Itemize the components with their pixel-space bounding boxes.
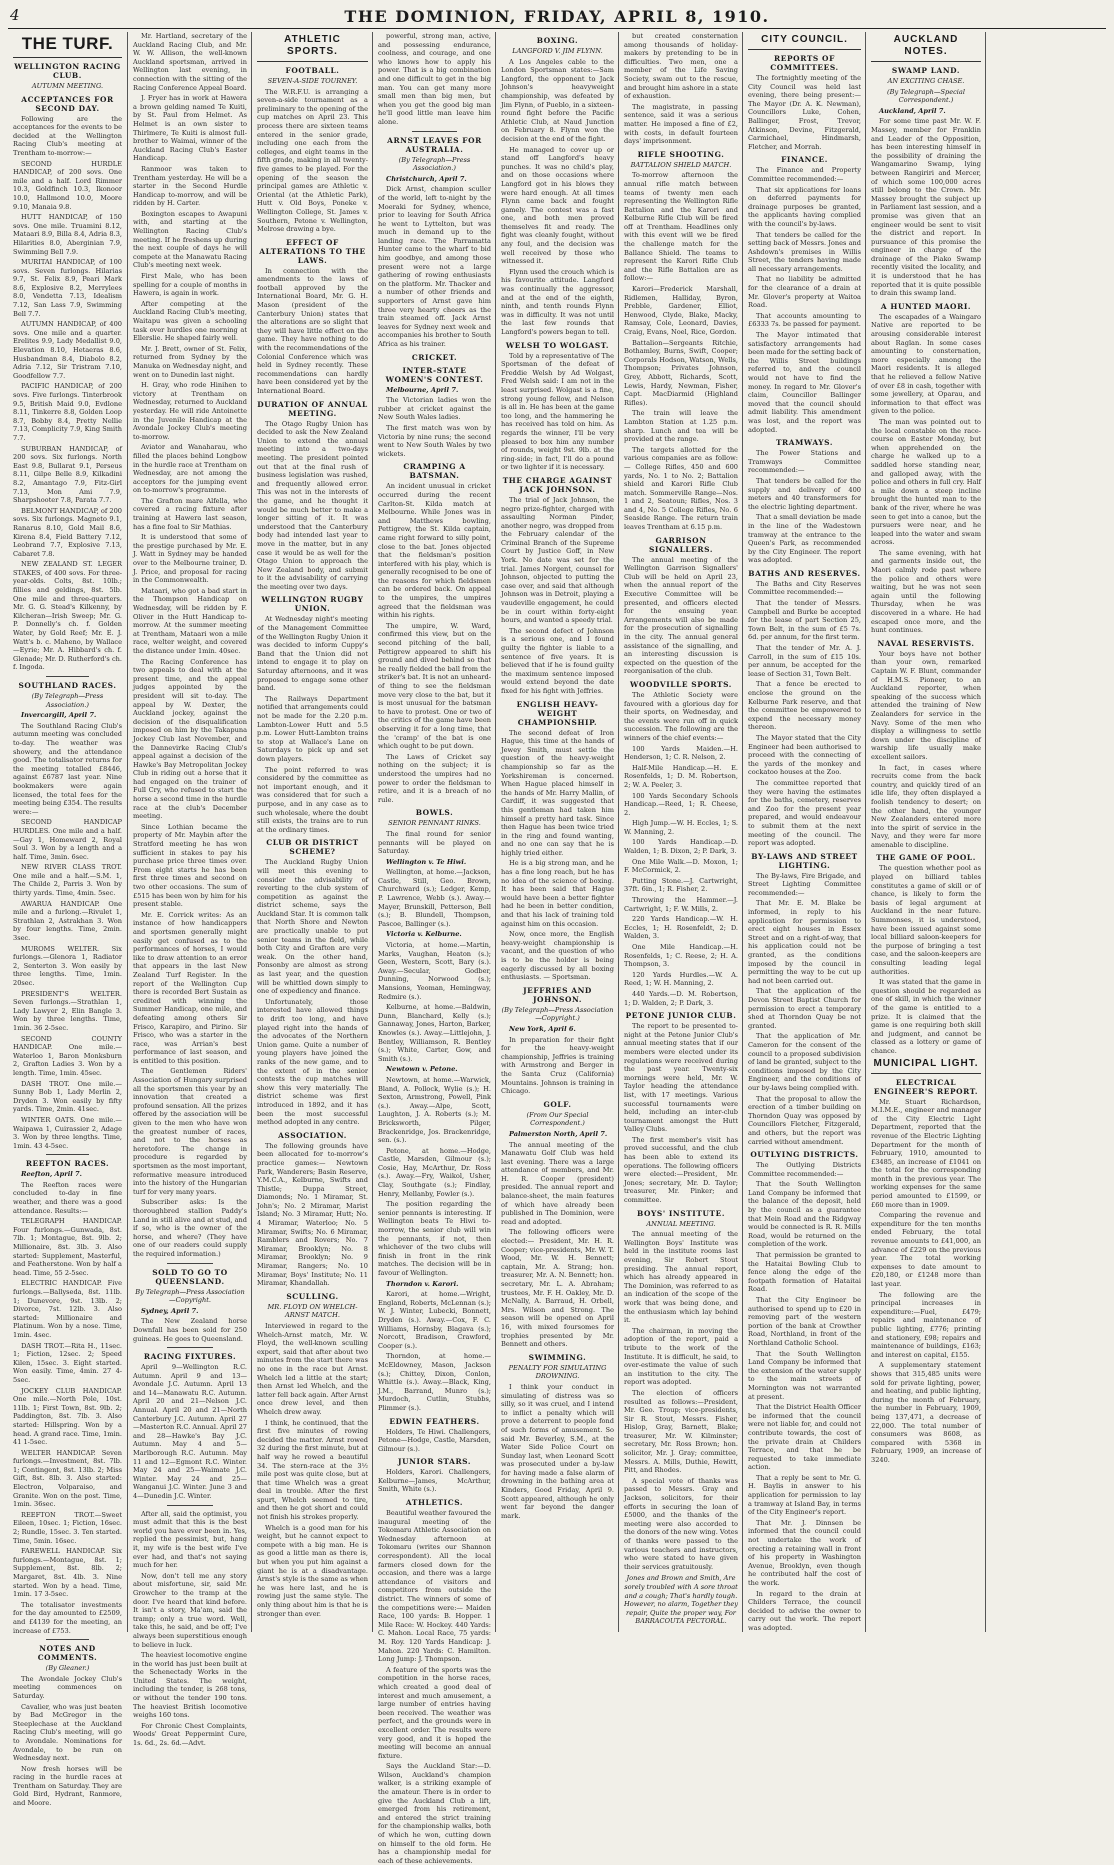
article-paragraph: 100 Yards Maiden.—H. Henderson, 1; C. R. Nelson, 2.	[624, 744, 738, 762]
article-paragraph: The second defeat of Iron Hague, this time at the hands of Jewey Smith, must settle the question of the heavy-weight championship so far as the Yorkshireman is concerned. When Hague placed himself in the hands of Mr. Harry Mallin, of Cardiff, it was suggested that this gentleman had taken him himself a pretty hard task. Since then Hague has been twice tried in the ring and found wanting, and no one can say that he is highly tried either.	[501, 728, 614, 857]
article-subheading: LANGFORD V. JIM FLYNN.	[512, 47, 603, 55]
dateline: Christchurch, April 7.	[386, 174, 467, 183]
article-paragraph: A special vote of thanks was passed to Messrs. Gray and Jackson, solicitors, for their efforts in securing the loan of £5000, and the thanks of the meeting were also accorded to the donors of the new wing. Votes of thanks were passed to the various teachers and instructors, who were stated to have given their services gratuitously.	[624, 1476, 738, 1571]
divider	[167, 1347, 213, 1348]
article-paragraph: Kelburne, at home.—Baldwin, Dunn, Blanchard, Kelly (s.); Gannaway, Jones, Harton, Barker, Knowles (s.). Away.—Littlejohn, J. Bentley, Williamson, R. Bentley (s.); White, Carter, Gow, and Smith (s.).	[378, 1003, 491, 1063]
article-headline: NAVAL RESERVISTS.	[877, 638, 975, 648]
article-paragraph: Mataari, who got a bad start in the Thompson Handicap on Wednesday, will be ridden by F. Oliver in the Hutt Handicap to-morrow. At the summer meeting at Trentham, Mataari won a mile race, welter weight, and covered the distance under 1min. 40sec.	[133, 586, 247, 655]
article-headline: CLUB OR DISTRICT SCHEME?	[266, 838, 359, 857]
column-5	[495, 32, 619, 1632]
article-headline: ELECTRICAL ENGINEER'S REPORT.	[873, 1077, 979, 1096]
dateline: Auckland, April 7.	[879, 106, 946, 115]
article-paragraph: FAREWELL HANDICAP. Six furlongs.—Montague, 8st. 1; Supplement, 8st. 8lb. 2; Margaret, 8st. 4lb. 3. Nine started. Won by a head. Time, 1min. 17 3-5sec.	[13, 1547, 122, 1599]
article-headline: THE CHARGE AGAINST JACK JOHNSON.	[502, 475, 613, 494]
article-headline: CRICKET.	[411, 352, 458, 362]
divider	[167, 1263, 213, 1264]
article-paragraph: High Jump.—W. H. Eccles, 1; S. W. Manning, 2.	[624, 819, 738, 836]
article-paragraph: NEW RIVER CLASS TROT. One mile and a half.—S.M. 1, The Childe 2, Parris 3. Won by thirty yards. Time, 4min. 5sec.	[13, 863, 122, 898]
article-subheading: PENALTY FOR SIMULATING DROWNING.	[508, 1363, 607, 1381]
column-2	[127, 32, 252, 1748]
article-paragraph: Aviator and Wanaharau, who filled the places behind Longbow in the hurdle race at Trentham on Wednesday, are not among the acceptors for the jumping event on to-morrow's programme.	[133, 443, 247, 495]
article-paragraph: Flynn used the crouch which is his favourite attitude. Langford was continually the aggressor, and at the end of the eighth, ninth, and tenth rounds Flynn was in difficulty. It was not until the last few rounds that Langford's powers began to tell.	[501, 267, 614, 336]
article-paragraph: That a fence be erected to enclose the ground on the Kelburne Park reserve, and that the committee be empowered to expend the necessary money thereon.	[748, 680, 861, 732]
article-paragraph: A Los Angeles cable to the London Sportsman states:—Sam Langford, the opponent to Jack Johnson's heavyweight championship, was defeated by Jim Flynn, of Pueblo, in a sixteen-round fight before the Pacific Athletic Club, at Naud Junction on February 8. Flynn won the decision at the end of the fight.	[501, 57, 614, 143]
article-paragraph: The totalisator investments for the day amounted to £2509, and £4139 for the meeting, an increase of £753.	[13, 1600, 122, 1635]
article-paragraph: That the application of Mr. Cameron for the consent of the council to a proposed subdivision of land be granted, subject to the conditions imposed by the City Engineer, and the conditions of our by-laws being complied with.	[748, 1032, 861, 1092]
article-paragraph: The New Zealand horse Downfall has been sold for 250 guineas. He goes to Queensland.	[133, 1317, 247, 1343]
article-headline: WELLINGTON RACING CLUB.	[14, 62, 121, 80]
article-paragraph: The question whether pool as played on billiard tables constitutes a game of skill or of chance, is likely to form the basis of legal argument at Auckland in the near future. Summonses, it is understood, have been issued against some local billiard saloon-keepers for the purpose of bringing a test case, and the saloon-keepers are consulting leading legal authorities.	[871, 864, 981, 976]
section-heading: MUNICIPAL LIGHT.	[871, 1058, 981, 1074]
article-paragraph: That permission be granted to the Hataitai Bowling Club to fence along the edge of the footpath formation of Hataitai Road.	[748, 1251, 861, 1294]
dateline: Melbourne, April 7.	[386, 385, 459, 394]
article-headline: REEFTON RACES.	[25, 1159, 110, 1169]
article-paragraph: H. Gray, who rode Hinihen to victory at Trentham on Wednesday, returned to Auckland yesterday. He will ride Antoinette in the Juvenile Handicap at the Avondale Jockey Club's meeting to-morrow.	[133, 381, 247, 441]
article-subheading: AUTUMN MEETING.	[31, 82, 104, 90]
article-paragraph: A feature of the sports was the competition in the horse races, which created a good deal of interest and much amusement, a large number of entries having been received. The weather was perfect, and the grounds were in excellent order. The results were very good, and it is hoped the meeting will become an annual fixture.	[378, 1665, 491, 1760]
article-paragraph: That the South Wellington Land Company be informed that the extension of the water supply to the main streets of Mornington was not warranted at present.	[748, 1349, 861, 1401]
article-headline: REPORTS OF COMMITTEES.	[770, 54, 839, 72]
article-headline: NOTES AND COMMENTS.	[37, 1644, 98, 1663]
page-number: 4	[10, 6, 20, 24]
article-subheading: (By Telegraph—Special Correspondent.)	[887, 87, 965, 105]
article-headline: WELSH TO WOLGAST.	[505, 340, 610, 350]
article-paragraph: The Laws of Cricket say nothing on the subject; it is understood the umpires had no power to order the fieldsman to retire, and it is a breach of no rule.	[378, 752, 491, 804]
article-headline: GOLF.	[543, 1099, 572, 1109]
article-headline: FOOTBALL.	[285, 66, 340, 75]
article-paragraph: Now, don't tell me any story about misfortune, sir, said Mr. Growcher to the tramp at the door. I've heard that kind before. It isn't a story, Ma'am, said the tramp; only a true word. Well, take this, he said, and be off; I've always been superstitious enough to believe in luck.	[133, 1571, 247, 1649]
article-paragraph: The heaviest locomotive engine in the world has just been built at the Schenectady Works in the United States. The weight, including the tender, is 268 tons, or without the tender 190 tons. The heaviest British locomotive weighs 160 tons.	[133, 1651, 247, 1720]
article-headline: SOLD TO GO TO QUEENSLAND.	[152, 1267, 228, 1286]
article-paragraph: Cavalier, who was just beaten by Bad McGregor in the Steeplechase at the Auckland Racing Club's meeting, will go to Avondale. Nominations for Avondale, to be run on Wednesday next.	[13, 1702, 122, 1763]
article-paragraph: Told by a representative of The Sportsman of the defeat of Freddie Welsh by Ad Wolgast, Fred Welsh said: I am not in the least surprised. Wolgast is a fine, strong young fellow, and Nelson is all in. He has been at the game too long, and the hammering he has received has told on him. As regards the winner, I'll be very pleased to box him any number of rounds, weight 9st. 9lb. at the ring-side; in fact, I'll do a pound or two lighter if it is necessary.	[501, 351, 614, 472]
article-paragraph: The following officers were elected:— President, Mr. H. R. Cooper; vice-presidents, Mr. W. T. Wood, Mr. W. H. Bennett; captain, Mr. A. Strang; hon. treasurer, Mr. A. N. Bennett; hon. secretary, Mr. L. A. Abraham; trustees, Mr. F. H. Oakley, Mr. D. McNally, A. Barraud, H. Orbell, Mrs. Wilson and Strong. The season will be opened on April 16, with mixed foursomes for trophies presented by Mr. Bennett and others.	[501, 1228, 614, 1349]
article-headline: A HUNTED MAORI.	[880, 301, 972, 311]
advertisement-verse: Jones and Brown and Smith, Are sorely troubled with A sore throat and a cough; That's hardly tough. However, no alarm, Together they repair, Quite the proper way, For BARRACOUTA PECTORAL.	[624, 1574, 738, 1626]
article-headline: PETONE JUNIOR CLUB.	[625, 1011, 737, 1021]
article-paragraph: 440 Yards.—D. M. Robertson, 1; D. Walden, 2; P. Dark, 3.	[624, 989, 738, 1007]
article-paragraph: Ranmoor was taken to Trentham yesterday. He will be a starter in the Second Hurdle Handicap to-morrow, and will be ridden by H. Carter.	[133, 164, 247, 208]
article-subheading: (From Our Special Correspondent.)	[526, 1110, 589, 1128]
article-paragraph: For Chronic Chest Complaints, Woods' Great Peppermint Cure, 1s. 6d., 2s. 6d.—Advt.	[133, 1721, 247, 1748]
article-headline: JUNIOR STARS.	[397, 1457, 472, 1467]
article-paragraph: The Avondale Jockey Club's meeting commences on Saturday.	[13, 1674, 122, 1700]
newspaper-title: THE DOMINION, FRIDAY, APRIL 8, 1910.	[344, 7, 770, 26]
dateline: Victoria v. Kelburne.	[386, 930, 462, 939]
article-paragraph: In connection with the amendments to the laws of football approved by the International Board, Mr. G. H. Mason (president of the Canterbury Union) states that the alterations are so slight that they will have little effect on the game. They have nothing to do with the recommendations of the Colonial Conference which was held in Sydney recently. These recommendations can hardly have been considered yet by the International Board.	[257, 266, 368, 395]
article-paragraph: That the tender of Messrs. Campbell and Burke be accepted for the lease of part Section 25, Town Belt, in the sum of £5 7s. 6d. per annum, for the first term.	[748, 599, 861, 642]
article-headline: BOXING.	[536, 36, 579, 45]
article-headline: FINANCE.	[781, 155, 828, 165]
article-paragraph: The Mayor stated that the City Engineer had been authorised to proceed with the connecting of the yards of the monkey and cockatoo houses at the Zoo.	[748, 733, 861, 777]
article-paragraph: The annual meeting of the Wellington Garrison Signallers' Club will be held on April 23, when the annual report of the Executive Committee will be presented, and officers elected for the ensuing year. Arrangements will also be made for the prosecution of signalling in the city. The annual general assistance of the signalling, and an interesting discussion is expected on the question of the reorganisation of the club.	[624, 555, 738, 676]
article-paragraph: The Athletic Society were favoured with a glorious day for their sports, on Wednesday, and the events were run off in quick succession. The following are the winners of the chief events:—	[624, 690, 738, 742]
article-paragraph: The train will leave the Lambton Station at 1.25 p.m. sharp. Lunch and tea will be provided at the range.	[624, 409, 738, 444]
article-paragraph: After competing at the Auckland Racing Club's meeting, Waitapu was given a schooling task over hurdles one morning at Ellerslie. He shaped fairly well.	[133, 299, 247, 343]
article-paragraph: It is understood that some of the prestige purchased by Mr. E. J. Watt in Sydney may be handed over to the Melbourne trainer, D. J. Price, and proposal for racing in the Commonwealth.	[133, 533, 247, 585]
article-paragraph: That no liability be admitted for the clearance of a drain at Mr. Glover's property at Waitoa Road.	[748, 275, 861, 310]
article-headline: CRAMPING A BATSMAN.	[403, 462, 466, 481]
article-paragraph: Wellington, at home.—Jackson, Castle, Still, Geo. Brown, Churchward (s.); Ledger, Kemp, P. Lawrence, Webb (s.). Away.—Mayer, Brunskill, Petterson, Bell (s.); B. Blundell, Thompson, Pascoe, Ballinger (s.).	[378, 868, 491, 928]
article-paragraph: AUTUMN HANDICAP, of 400 sovs. One mile and a quarter. Erelites 9.9, Lady Medallist 9.0, Elevation 8.10, Hetaeras 8.6, Husbandman 8.4, Diabolo 8.2, Adria 7.12, Sir Tristram 7.10, Goodfellow 7.7.	[13, 320, 122, 380]
article-paragraph: That Mr. E. M. Blake be informed, in reply to his application for permission to erect eight houses in Essex Street and on a right-of-way, that his application could not be granted, as the conditions imposed by the council in permitting the way to be cut up had not been carried out.	[748, 899, 861, 985]
article-paragraph: The Finance and Property Committee recommended:—	[748, 166, 861, 183]
divider	[167, 1505, 213, 1506]
article-paragraph: One Mile Handicap.—H. Rosenfelds, 1; C. Reese, 2; H. A. Thompson, 3.	[624, 943, 738, 969]
article-subheading: BATTALION SHIELD MATCH.	[630, 160, 732, 169]
article-headline: DURATION OF ANNUAL MEETING.	[257, 399, 368, 418]
article-paragraph: One Mile Walk.—D. Moxon, 1; F. McCormick, 2.	[624, 857, 738, 875]
article-headline: ASSOCIATION.	[278, 1130, 347, 1140]
article-paragraph: Mr. E. Corrick writes: As an instance of how handicappers and sportsmen generally might easily get confused as to the performances of horses, I would like to draw attention to an error that appears in the last New Zealand Turf Register. In the report of the Wellington Cup there is recorded Bert Sustain as credited with winning the Summer Handicap, one mile, and defeating among others Sir Frisco, Karapiro, and Pirino. Sir Frisco, who was a starter in the race, was Arrian's best performance of last season, and is entitled to this position.	[133, 910, 247, 1065]
article-paragraph: April 9—Wellington R.C. Autumn. April 9 and 13—Avondale J.C. Autumn. April 13 and 14—Manawatu R.C. Autumn. April 20 and 21—Nelson J.C. Annual. April 20 and 21—North Canterbury J.C. Autumn. April 27—Masterton R.C. Annual. April 27 and 28—Hawke's Bay J.C. Autumn. May 4 and 5—Marlborough R.C. Autumn. May 11 and 12—Egmont R.C. Winter. May 24 and 25—Waimate J.C. Winter. May 24 and 25—Wanganui J.C. Winter. June 3 and 4—Dunedin J.C. Winter.	[133, 1363, 247, 1500]
article-paragraph: In fact, in cases where recruits come from the back country, and quickly tired of an idle life, they often displayed a foolish tendency to desert; on the other hand, the younger New Zealanders entered more into the spirit of service in the Navy, and they were far more amenable to discipline.	[871, 763, 981, 849]
article-paragraph: Boxington escapes to Awapuni with, and starting at the Wellington Racing Club's meeting. If he freshens up during the next couple of days he will compete at the Manawatu Racing Club's meeting next week.	[133, 209, 247, 270]
article-paragraph: The Baths and City Reserves Committee recommended:—	[748, 579, 861, 597]
article-paragraph: That tenders be called for the supply and delivery of 400 meters and 40 transformers for the electric lighting department.	[748, 476, 861, 511]
article-paragraph: In preparation for their fight for the heavy-weight championship, Jeffries is training with Armstrong and Berger in the Santa Cruz (California) Mountains. Johnson is training in Chicago.	[501, 1035, 614, 1096]
article-paragraph: The Grafton mare Alfella, who covered a racing fixture after training at Hawera last season, has a fine foal to Sir Mathias.	[133, 496, 247, 531]
article-subheading: (By Telegraph—Press Association—Copyright.)	[501, 1005, 614, 1023]
article-paragraph: Interviewed in regard to the Whelch-Arnst match, Mr. W. Floyd, the well-known sculling expert, said that after about two minutes from the start there was no one in the race but Arnst. Whelch led a little at the start; then Arnst led Whelch, and the latter fell back again. After Arnst once drew level, and then Whelch drew away.	[257, 1322, 368, 1416]
article-paragraph: Battalion—Sergeants Ritchie, Bothamley, Burns, Swift, Cooper; Corporals Hodson, Watson, Wells, Thompson; Privates Johnson, Grey, Abbott, Richards, Scott, Lewis, Hardy, Newman, Fisher, Capt. MacDiarmid (Highland Rifles).	[624, 338, 738, 407]
article-headline: ACCEPTANCES FOR SECOND DAY.	[21, 94, 114, 113]
article-headline: BOYS' INSTITUTE.	[636, 1208, 726, 1218]
article-paragraph: SECOND COUNTY HANDICAP. One mile.—Waterloo 1, Baron Monksburn 2, Grafton Ladies 3. Won by a length. Time, 1min. 45sec.	[13, 1034, 122, 1077]
article-paragraph: The first match was won by Victoria by nine runs; the second went to New South Wales by two wickets.	[378, 423, 491, 458]
article-paragraph: The Power Stations and Tramways Committee recommended:—	[748, 449, 861, 475]
article-paragraph: 100 Yards Secondary Schools Handicap.—Reed, 1; R. Cheese, 2.	[624, 791, 738, 817]
divider	[46, 676, 90, 677]
article-paragraph: SECOND HURDLE HANDICAP, of 200 sovs. One mile and a half. Lord Rimmer 10.3, Goldfinch 10.3, Ikonoor 10.0, Hallmond 10.0, Moore 9.10, Manaia 9.8.	[13, 159, 122, 211]
article-paragraph: That the proposal to allow the erection of a timber building on Thorndon Quay was opposed by Councillors Fletcher, Fitzgerald, and others, but the report was carried without amendment.	[748, 1094, 861, 1146]
article-headline: EFFECT OF ALTERATIONS TO THE LAWS.	[259, 237, 366, 265]
article-headline: ENGLISH HEAVY-WEIGHT CHAMPIONSHIP.	[516, 699, 599, 727]
article-paragraph: He managed to cover up or stand off Langford's heavy punches. It was no child's play, and on those occasions where Langford got in his blows they were hard enough. At all times Flynn came back and fought gamely. The contest was a fast one, and both men proved themselves fit and ready. The fight was cleanly fought, without any foul, and the decision was well received by those who witnessed it.	[501, 145, 614, 266]
article-headline: OUTLYING DISTRICTS.	[750, 1150, 859, 1160]
article-paragraph: Karori—Frederick Marshall, Ridlemen, Halliday, Byron, Prebble, Gardener, Elliot, Henwood, Clyde, Blake, Macky, Ramsay, Cole, Leonard, Davies, Craig, Evans, Noel, Rice, Gordon.	[624, 285, 738, 336]
article-headline: JEFFRIES AND JOHNSON.	[523, 985, 592, 1004]
article-paragraph: Following are the acceptances for the events to be decided at the Wellington Racing Club's meeting at Trentham to-morrow:—	[13, 114, 122, 157]
article-paragraph: The Gentlemen Riders' Association of Hungary surprised all the sportsmen this year by an innovation that created a profound sensation. All the prizes offered by the association will be given to the men who have won the greatest number of races, and not to the horses as heretofore. The change in procedure is regarded by sportsmen as the most important, reformative measure introduced into the history of the Hungarian turf for very many years.	[133, 1067, 247, 1196]
article-subheading: (By Gleaner.)	[45, 1664, 90, 1673]
article-paragraph: That a reply be sent to Mr. G. H. Baylis in answer to his application for permission to lay a tramway at Island Bay, in terms of the City Engineer's report.	[748, 1473, 861, 1517]
article-paragraph: The same evening, with hat and garments inside out, the Maori calmly rode past where the police and others were waiting, but he was not seen again until the following Thursday, when he was discovered in a whare. He had escaped once more, and the hunt continues.	[871, 548, 981, 635]
article-paragraph: Subscriber asks: Is the thoroughbred stallion Paddy's Land in still alive and at stud, and if so, who is the owner of the horse, and where? (They have one of our readers could supply the required information.)	[133, 1198, 247, 1258]
article-paragraph: That the City Engineer be authorised to spend up to £20 in removing part of the western portion of the bank at Crowther Road, Northland, in front of the Northland Catholic School.	[748, 1296, 861, 1347]
article-paragraph: The Racing Conference has two appeals to deal with at the present time, and the appeal judges appointed by the president will sit to-day. The appeal by W. Dexter, the Auckland jockey, against the decision of the disqualification imposed on him by the Takapuna Jockey Club last November, and the Dannevirke Racing Club's appeal against a decision of the Hawke's Bay Metropolitan Jockey Club in riding out a horse that it had engaged on the trainer of Full Cry, who refused to start the horse a second time in the hurdle race at the club's December meeting.	[133, 657, 247, 821]
article-paragraph: Unfortunately, those interested have allowed things to drift too long, and have played right into the hands of the advocates of the Northern Union game. Quite a number of young players have joined the ranks of the new game, and to the extent of in the senior contests the cup matches will show this very materially. The district scheme was first introduced in 1892, and it has been the most successful method adopted in any centre.	[257, 997, 368, 1127]
article-paragraph: A supplementary statement shows that 315,485 units were sold for private lighting, power, and heating, and public lighting, during the month of February, the number in February, 1909, being 137,471, a decrease of 22,000. The total number of consumers was 8608, as compared with 5368 in February, 1909, an increase of 3240.	[871, 1361, 981, 1464]
article-paragraph: Throwing the Hammer.—J. Cartwright, 1; F. W. Mills, 2.	[624, 896, 738, 913]
columns	[8, 32, 1106, 1865]
article-paragraph: 220 Yards Handicap.—W. H. Eccles, 1; H. Rosenfeldt, 2; D. Walden, 3.	[624, 915, 738, 941]
article-paragraph: The targets allotted for the various companies are as follow:— College Rifles, 450 and 600 yards, No. 1 to No. 2; Battalion shield and Karori Rifle Club match. Sommerville Range—Nos. 1 and 2, Seatoun; Rifles, Nos. 3 and 4, No. 5 College Rifles, No. 6 Seaside Range. The return train leaves Trentham at 6.15 p.m.	[624, 445, 738, 532]
divider	[412, 131, 457, 132]
article-paragraph: The first member's visit has proved successful, and the club has been able to extend its operations. The following officers were elected:—President, Mr. Jones; secretary, Mr. D. Taylor; treasurer, Mr. Pinker; and committee.	[624, 1135, 738, 1205]
article-subheading: SEVEN-A-SIDE TOURNEY.	[267, 77, 358, 85]
column-9	[985, 32, 1107, 1632]
article-paragraph: JOCKEY CLUB HANDICAP. One mile.—North Pole, 10st. 11lb. 1; First Town, 8st. 9lb. 2; Paddington, 8st. 7lb. 3. Also started: Hillspring. Won by a head. A grand race. Time, 1min. 41 1-5sec.	[13, 1386, 122, 1447]
article-paragraph: WELTER HANDICAP. Seven furlongs.—Investment, 8st. 7lb. 1; Contingent, 8st. 13lb. 2; Miss Gift, 8st. 8lb. 3. Also started: Electron, Volparaiso, and Granite. Won on the post. Time, 1min. 36sec.	[13, 1448, 122, 1509]
article-headline: GARRISON SIGNALLERS.	[648, 535, 713, 554]
article-paragraph: The committee reported that they were having the estimates for the baths, cemetery, reserves and Zoo for the present year prepared, and would endeavour to submit them at the next meeting of the council. The report was adopted.	[748, 778, 861, 848]
article-paragraph: but created consternation among thousands of holiday-makers by pretending to be in difficulties. Two men, one a member of the Life Saving Society, swam out to the rescue, and brought him ashore in a state of exhaustion.	[624, 32, 738, 101]
dateline: Invercargill, April 7.	[21, 711, 97, 720]
article-paragraph: Whelch is a good man for his weight, but he cannot expect to compete with a big man. He is as good a little man as there is, but when you put him against a giant he is at a disadvantage. Arnst's style is the same as when he was here last, and he is rowing just the same style. The only thing about him is that he is stronger than ever.	[257, 1523, 368, 1618]
dateline: Palmerston North, April 7.	[509, 1129, 608, 1138]
article-paragraph: First Male, who has been spelling for a couple of months in Hawera, is again in work.	[133, 272, 247, 298]
article-paragraph: Now fresh horses will be racing in the hurdle races at Trentham on Saturday. They are Gold Bird, Hydrant, Ranmore, and Moore.	[13, 1764, 122, 1808]
article-paragraph: The trial of Jack Johnson, the negro prize-fighter, charged with assaulting Norman Pinder, another negro, was dropped from the February calendar of the Criminal Branch of the Supreme Court by Justice Goff, in New York. No date was set for the trial. James Norgent, counsel for Johnson, objected to putting the case over, and said that although Johnson was in Detroit, playing a vaudeville engagement, he could be in court within forty-eight hours, and wanted a speedy trial.	[501, 495, 614, 625]
article-paragraph: MUROMS WELTER. Six furlongs.—Glenora 1, Radiator 2, Senterton 3. Won easily by three lengths. Time, 1min. 20sec.	[13, 944, 122, 987]
article-paragraph: Mr. Hartland, secretary of the Auckland Racing Club, and Mr. W. W. Allison, the well-known Auckland sportsman, arrived in Wellington last evening, in connection with the sitting of the Racing Conference Appeal Board.	[133, 32, 247, 92]
article-headline: INTER-STATE WOMEN'S CONTEST.	[385, 365, 484, 384]
article-paragraph: Victoria, at home.—Martin, Marks, Vaughan, Heaton (s.); Geen, Western, Scott, Bary (s.). Away.—Secular, Godber, Dunning, Norwood (s.); Mansions, Yeoman, Hemingway, Redmire (s.).	[378, 941, 491, 1001]
article-subheading: SENIOR PENNANT RINKS.	[388, 819, 481, 828]
article-headline: BOWLS.	[415, 808, 454, 818]
article-paragraph: The Outlying Districts Committee recommended:—	[748, 1161, 861, 1178]
article-subheading: ANNUAL MEETING.	[646, 1219, 716, 1228]
article-headline: ATHLETICS.	[405, 1498, 464, 1508]
article-headline: SCULLING.	[286, 1291, 339, 1301]
article-paragraph: He is a big strong man, and he has a fine long reach, but he has no idea of the science of boxing. It has been said that Hague would have been a better fighter had he been in better condition, and that his lack of training told against him on this occasion.	[501, 859, 614, 928]
article-paragraph: The By-laws, Fire Brigade, and Street Lighting Committee recommended:—	[748, 871, 861, 897]
article-paragraph: Thorndon, at home.—McEldowney, Mason, Jackson (s.); Chittey, Dixon, Conlon, Whittle (s.). Away.—Black, King, J.M., Barrand, Munro (s.); Murdoch, Cutlin, Stubbs, Plimmer (s.).	[378, 1352, 491, 1412]
dateline: Thorndon v. Karori.	[386, 1279, 459, 1288]
article-paragraph: The Victorian ladies won the rubber at cricket against the New South Wales ladies.	[378, 396, 491, 422]
article-paragraph: The second defect of Johnson is a serious one, and I found guilty the fighter is liable to a sentence of five years. It is believed that if he is found guilty the maximum sentence imposed would extend beyond the date fixed for his fight with Jeffries.	[501, 626, 614, 695]
article-paragraph: Comparing the revenue and expenditure for the ten months ended February, the total revenue amounts to £41,000, an advance of £229 on the previous year. The total working expenses to date amount to £20,180, or £1248 more than last year.	[871, 1211, 981, 1288]
article-paragraph: The Auckland Rugby Union will meet this evening to consider the advisability of reverting to the club system of competition as against the district scheme, says the Auckland Star. It is common talk that North Shore and Newton are practically unable to put senior teams in the field, while both City and Grafton are very weak. On the other hand, Ponsonby are almost as strong as last year, and the question will be whittled down simply to one of expediency and finance.	[257, 858, 368, 996]
article-paragraph: The following are the principal increases in expenditure:—Fuel, £479; repairs and maintenance of public lighting, £776; printing and stationery, £98; repairs and maintenance of buildings, £163; and interest on capital, £155.	[871, 1290, 981, 1359]
column-4	[372, 32, 496, 1865]
article-paragraph: To-morrow afternoon the annual rifle match between teams of twenty men each representing the Wellington Rifle Battalion and the Karori and Kelburne Rifle Club will be fired off at Trentham. Headlines only with this event will we be fired the challenge match for the Ballance Shield. The teams to represent the Karori Rifle Club and the Rifle Battalion are as follow:—	[624, 171, 738, 283]
article-paragraph: In regard to the drain at Childers Terrace, the council decided to advise the owner to carry out the work. The report was adopted.	[748, 1589, 861, 1632]
article-paragraph: Karori, at home.—Wright, England, Roberts, McLennan (s.); W. J. Winter, Lubecki, Bonnett, Dryden (s.). Away.—Cox, F. C. Williams, Hornsby, Blagava (s.); Norcott, Bradison, Crawford, Cooper (s.).	[378, 1290, 491, 1350]
article-paragraph: That a small deviation be made in the line of the Wadestown tramway at the entrance to the Queen's Park, as recommended by the City Engineer. The report was adopted.	[748, 513, 861, 565]
article-paragraph: Newtown, at home.—Warwick, Bland, A. Pollock, Wylie (s.); H. Sexton, Armstrong, Powell, Pink (s.). Away.—Alpe, Scott, Laughton, J. A. Roberts (s.); M. Bricksworth, Pilger, Brackenridge, Jos. Brackenridge, sen. (s.).	[378, 1075, 491, 1145]
article-subheading: By Telegraph—Press Association—Copyright.	[135, 1287, 245, 1305]
article-paragraph: The Reefton races were concluded to-day in fine weather, and there was a good attendance. Results:—	[13, 1180, 122, 1215]
article-paragraph: PACIFIC HANDICAP, of 200 sovs. Five furlongs. Tinterbrook 9.5, British Maid 9.0, Evdlone 8.11, Tinkerre 8.8, Golden Loop 8.7, Bobby 8.4, Pretty Nellie 7.13, Complicity 7.9, King Smith 7.7.	[13, 382, 122, 442]
article-paragraph: The Mayor intimated that satisfactory arrangements had been made for the setting back of the Willis Street buildings referred to, and the council would not have to find the money. In regard to Mr. Glover's claim, Councillor Ballinger moved that the council should admit liability. This amendment was lost, and the report was adopted.	[748, 331, 861, 434]
article-paragraph: SECOND HANDICAP HURDLES. One mile and a half.—Gay 1, Homeward 2, Royal Soul 3. Won by a length and a half. Time, 3min. 6sec.	[13, 818, 122, 861]
article-headline: SWAMP LAND.	[891, 66, 961, 75]
article-paragraph: The man was pointed out to the local constable on the race-course on Easter Monday, but when apprehended on the charge he walked up to a saddled horse standing near, and galloped away, with the police and others in full cry. Half a mile down a steep incline brought the hunted man to the bank of the river, where he was seen to get into a canoe, but the pursuers were near, and he leaped into the water and swam across.	[871, 417, 981, 547]
column-7	[742, 32, 866, 1632]
article-paragraph: Your boys have not bother than your own, remarked Captain W. F. Blunt, commander of H.M.S. Pioneer, to an Auckland reporter, when speaking of the success which attended the training of New Zealanders for service in the Navy. Some of the men who display a willingness to settle down under the discipline of warship life usually make excellent sailors.	[871, 649, 981, 761]
divider	[46, 1154, 90, 1155]
article-paragraph: ELECTRIC HANDICAP. Five furlongs.—Ballyseda, 8st. 11lb. 1; Dunevore, 9st. 13lb. 2; Divorce, 7st. 12lb. 3. Also started: Millionaire and Platinum. Won by a nose. Time, 1min. 4sec.	[13, 1279, 122, 1339]
section-heading: AUCKLAND NOTES.	[871, 34, 981, 62]
article-headline: TRAMWAYS.	[775, 438, 834, 448]
article-paragraph: PRESIDENT'S WELTER. Seven furlongs.—Strathlan 1, Lady Lawyer 2, Elin Bangle 3. Won by three lengths. Time, 1min. 36 2-5sec.	[13, 989, 122, 1032]
article-headline: RACING FIXTURES.	[143, 1352, 237, 1362]
article-paragraph: The Southland Racing Club's autumn meeting was concluded to-day. The weather was showery, and the attendance good. The totalisator returns for the meeting totalled £8446, against £6787 last year. Nine bookmakers were again licensed, the total fees for the meeting being £354. The results were:—	[13, 721, 122, 816]
article-paragraph: The report to be presented to-night at the Petone Junior Club's annual meeting states that if our members were elected under its regulations were received during the past year. Twenty-six mornings were held, Mr. W. Taylor heading the attendance list, with 17 meetings. Various successful tournaments were held, including an inter-club tournament amongst the Hutt Valley Clubs.	[624, 1022, 738, 1134]
article-paragraph: SUBURBAN HANDICAP, of 200 sovs. Six furlongs. North East 9.8, Bullarat 9.1, Perseus 8.11, Gilpe Belle 8.9, Kilkadini 8.2, Amantago 7.9, Fitz-Girl 7.13, Mon Ami 7.9, Sharpshooter 7.8, Parata 7.7.	[13, 444, 122, 505]
article-paragraph: That the District Health Officer be informed that the council were not liable for, and could not contribute towards, the cost of the private drain at Childers Terrace, and that he be requested to take immediate action.	[748, 1403, 861, 1472]
article-headline: BY-LAWS AND STREET LIGHTING.	[751, 851, 858, 870]
article-paragraph: REEFTON TROT.—Sweet Eileen, 10sec. 1; Fiction, 16sec. 2; Rundle, 15sec. 3. Ten started. Time, 5min. 16sec.	[13, 1510, 122, 1545]
article-paragraph: The annual meeting of the Wellington Boys' Institute was held in the institute rooms last evening, Sir Robert Stout presiding. The annual report, which has already appeared in The Dominion, was referred to as an indication of the scope of the work that was being done, and the enthusiasm which lay behind it.	[624, 1230, 738, 1325]
column-8	[865, 32, 986, 1632]
dateline: New York, April 6.	[509, 1024, 576, 1033]
article-paragraph: That the application of the Devon Street Baptist Church for permission to erect a temporary shed at Thorndon Quay be not granted.	[748, 987, 861, 1030]
article-paragraph: For some time past Mr. W. F. Massey, member for Franklin and Leader of the Opposition, has been interesting himself in the possibility of draining the Wangamarino Swamp, lying between Rangiriri and Mercer, of which some 100,000 acres still belong to the Crown. Mr. Massey brought the subject up in Parliament last session, and a promise was given that an engineer would be sent to visit the district and report. In pursuance of this promise the engineer in charge of the drainage of the Piako Swamp recently visited the locality, and it is understood that he has reported that it is quite possible to drain this swamp land.	[871, 117, 981, 298]
article-subheading: AN EXCITING CHASE.	[887, 77, 965, 85]
article-paragraph: The point referred to was considered by the committee as not important enough, and it was considered that for such a purpose, and in any case as to such wholesale, where the doubt still exists, the trains are to run at the ordinary times.	[257, 765, 368, 834]
article-paragraph: I think, he continued, that the first five minutes of rowing decided the matter. Arnst rowed 32 during the first minute, but at half way he rowed a beautiful 34. The stern-race at the 3½ mile post was quite close, but at that time Whelch was a great deal in trouble. After the first spurt, Whelch seemed to tire, and then he got short and could not finish his strokes properly.	[257, 1418, 368, 1522]
dateline: Reefton, April 7.	[21, 1170, 82, 1179]
article-headline: EDWIN FEATHERS.	[389, 1416, 480, 1426]
article-paragraph: The election of officers resulted as follows:—President, Mr. Geo. Troup; vice-presidents, Sir R. Stout, Messrs. Fisher, Hislop, Gray, Barnett, Blake; treasurer, Mr. W. Kilminster; secretary, Mr. Ross Brown; hon. solicitor, Mr. J. Gray; committee, Messrs. A. Mills, Duthie, Hewitt, Pitt, and Rhodes.	[624, 1388, 738, 1475]
article-paragraph: The position regarding the senior pennants is interesting. If Wellington beats Te Hiwi to-morrow, the senior club will win the pennants, if not, then whichever of the two clubs will finish in front in the rink matches. The decision will be in favour of Wellington.	[378, 1200, 491, 1277]
article-paragraph: J. Fryer has in work at Hawera a brown gelding named Te Kuiti, by St. Paul from Helmet. As Helmet is an own sister to Thirlmere, Te Kuiti is almost full-brother to Waimai, winner of the Auckland Racing Club's Easter Handicap.	[133, 94, 247, 163]
article-paragraph: The Otago Rugby Union has decided to ask the New Zealand Union to extend the annual meeting into a two-days meeting. The president pointed out that at the final rush of business legislation was rushed, and frequently allowed error. This was not in the interests of the game, and he thought it would be much better to make a longer sitting of it. It was understood that the Canterbury body had intended last year to move in the matter, but in any case it would be as well for the Otago Union to approach the New Zealand body, and submit to it the advisability of carrying the meeting over two days.	[257, 419, 368, 591]
masthead	[8, 4, 1106, 29]
article-subheading: (By Telegraph—Press Association.)	[398, 155, 471, 173]
article-paragraph: That the tender of Mr. A. J. Carroll, in the sum of £15 10s. per annum, be accepted for the lease of Section 31, Town Belt.	[748, 644, 861, 678]
article-paragraph: Petone, at home.—Hodge, Castle, Marsden, Gilmour (s.); Cosie, Hay, McArthur, Dr. Ross (s.). Away.—Fry, Waikol, Usher, Clay, Southgate (s.); Findlay, Henry, Mellanby, Fowler (s.).	[378, 1146, 491, 1198]
article-paragraph: That the South Wellington Land Company be informed that the balance of the deposit, held by the council as a guarantee that Mein Road and the Ridgway would be connected is R. R. Mills Road, would be returned on the completion of the work.	[748, 1180, 861, 1249]
article-paragraph: NEW ZEALAND ST. LEGER STAKES, of 400 sovs. For three-year-olds. Colts, 8st. 10lb.; fillies and geldings, 8st. 5lb. One mile and three-quarters. Mr. G. G. Stead's Kilkenny, by Kilcheran—Irish Sweep; Mr. G. P. Donnelly's ch. f. Golden Water, by Gold Reef; Mr. E. J. Watt's b. c. Maheno, by Wallace—Eyrie; Mr. A. Hibbard's ch. f. Glenade; Mr. D. Rutherford's ch. f. Ingoda.	[13, 560, 122, 672]
section-heading: CITY COUNCIL.	[748, 34, 861, 50]
article-subheading: (By Telegraph—Press Association.)	[31, 692, 104, 709]
article-paragraph: Holders, Karori. Challengers, Kelburne—James, McArthur, Smith, White (s.).	[378, 1468, 491, 1494]
article-paragraph: powerful, strong man, active, and possessing endurance, coolness, and courage, and one who knows how to apply his power. That is a big combination and one difficult to get in the big man. You can get many more small men than big men, but when you get the good big man he'll good little man leave him alone.	[378, 32, 491, 126]
article-paragraph: The final round for senior pennants will be played on Saturday.	[378, 829, 491, 856]
article-subheading: MR. FLOYD ON WHELCH-ARNST MATCH.	[267, 1302, 358, 1320]
article-paragraph: AWARUA HANDICAP. One mile and a furlong.—Rivulet 1, Strathlan 2, Astrakhan 3. Won by four lengths. Time, 2min. 3sec.	[13, 899, 122, 943]
article-paragraph: HUTT HANDICAP, of 150 sovs. One mile. Truamini 8.12, Mataari 8.9, Billa 8.4, Adria 8.3, Hilarities 8.0, Aberginian 7.9, Swimming Bell 7.9.	[13, 213, 122, 256]
article-paragraph: BELMONT HANDICAP, of 200 sovs. Six furlongs. Magneto 9.1, Ranarus 8.10, Gold Mail 8.6, Kirena 8.4, Field Battery 7.12, Leobrand 7.7, Explosive 7.13, Cabaret 7.8.	[13, 506, 122, 558]
article-paragraph: The umpire, W. Ward, confirmed this view, but on the second pitching of the ball, Pettigrew appeared to shift his ground and dived behind so that he really fielded the ball from the striker's bat. It is not an unheard-of thing to see the fieldsman move very close to the bat, but it is most unusual for the batsman to have to protest. One or two of the critics of the game have been observing it for a long time, that the 'cramp' of the bat is one which ought to be put down.	[378, 621, 491, 751]
article-paragraph: Half-Mile Handicap.—H. E. Rosenfelds, 1; D. M. Robertson, 2; W. A. Peeler, 3.	[624, 763, 738, 789]
article-headline: THE GAME OF POOL.	[876, 853, 976, 863]
article-paragraph: Holders, Te Hiwi. Challengers, Petone—Hodge, Castle, Marsden, Gilmour (s.).	[378, 1427, 491, 1453]
article-paragraph: That tenders be called for the setting back of Messrs. Jones and Ashdown's premises in Willis Street, the tenders having made all necessary arrangements.	[748, 230, 861, 273]
article-paragraph: 120 Yards Hurdles.—W. A. Reed, 1; W. H. Manning, 2.	[624, 970, 738, 988]
article-paragraph: That Mr. J. Dinnsen be informed that the council could not undertake the work of erecting a retaining wall in front of his property in Washington Avenue, Brooklyn, even though he contributed half the cost of the work.	[748, 1518, 861, 1587]
article-paragraph: The fortnightly meeting of the City Council was held last evening, there being present:—The Mayor (Dr. A. K. Newman), Councillors Luke, Cohen, Ballinger, Frost, Trevor, Atkinson, Devine, Fitzgerald, Carmichael, Hindmarsh, Fletcher, and Morrah.	[748, 74, 861, 151]
article-headline: SWIMMING.	[528, 1352, 587, 1362]
dateline: Sydney, April 7.	[141, 1306, 199, 1315]
section-heading: THE TURF.	[13, 34, 122, 58]
dateline: Newtown v. Petone.	[386, 1065, 458, 1074]
article-paragraph: Since Lothian became the property of Mr. Maybin after the Stratford meeting he has won sufficient in stakes to pay his purchase price three times over. From eight starts he has been first three times and second on two other occasions. The sum of £515 has been won by him for his present stable.	[133, 822, 247, 909]
article-paragraph: Putting Stone.—J. Cartwright, 37ft. 6in., 1; R. Fisher, 2.	[624, 876, 738, 894]
column-1	[8, 32, 127, 1808]
dateline: Wellington v. Te Hiwi.	[386, 857, 467, 866]
article-paragraph: Mr. J. Brett, owner of St. Felix, returned from Sydney by the Manuka on Wednesday night, and went on to Dunedin last night.	[133, 344, 247, 379]
article-paragraph: Now, once more, the English heavy-weight championship is vacant, and the question of who is to be the holder is being eagerly discussed by all boxing enthusiasts. — Sportsman.	[501, 930, 614, 982]
article-paragraph: MURITAI HANDICAP, of 100 sovs. Seven furlongs. Hilarias 9.7, St. Felix 8.9, Peari Mark 8.6, Explosive 8.2, Merrylees 8.0, Vendetta 7.13, Idealism 7.12, San Lass 7.9, Swimming Bell 7.7.	[13, 258, 122, 318]
article-headline: BATHS AND RESERVES.	[748, 568, 861, 578]
article-paragraph: At Wednesday night's meeting of the Management Committee of the Wellington Rugby Union it was decided to inform Cuppy's Band that the Union did not intend to engage it to play on Saturday afternoons, and it was proposed to engage some other band.	[257, 615, 368, 693]
article-paragraph: That six applications for loans on deferred payments for drainage purposes be granted, the applicants having complied with the council's by-laws.	[748, 185, 861, 228]
article-headline: ARNST LEAVES FOR AUSTRALIA.	[387, 135, 482, 154]
article-paragraph: TELEGRAPH HANDICAP. Four furlongs.—Gunwada, 8st. 7lb. 1; Montague, 8st. 9lb. 2; Millionaire, 8st. 3lb. 3. Also started: Supplement, Masterful, and Featherstone. Won by half a head. Time, 55 2-5sec.	[13, 1217, 122, 1277]
article-paragraph: DASH TROT. One mile.—Sunny Bob 1, Lady Merlin 2, Dryden 3. Won easily by fifty yards. Time, 2min. 41sec.	[13, 1079, 122, 1114]
article-paragraph: It was stated that the game in question should be regarded as one of skill, in which the winner of the game is entitled to a prize. It is claimed that the game is one requiring both skill and judgment, and cannot be classed as a lottery or game of chance.	[871, 978, 981, 1055]
article-paragraph: I think your conduct in simulating of distress was so silly, so it was cruel, and I intend to inflict a penalty which will prove a deterrent to people fond of such forms of amusement. So said Mr. Beverley, S.M., at the Water Side Police Court on Sunday last, when Leonard Scott was prosecuted under a by-law for having made a false alarm of drowning in the bathing area at Kinders, Good Friday, April 9. Scott appeared, although he only went far beyond the danger mark.	[501, 1382, 614, 1520]
article-paragraph: Says the Auckland Star:—D. Wilson, Auckland's champion walker, is a striking example of the amateur. There is in order to give the Auckland Club a lift, emerged from his retirement, and entered the strict training for the championship walks, both of which he won, cutting down on himself to the old form. He has a championship medal for each of these achievements.	[378, 1762, 491, 1865]
article-paragraph: The escapades of a Waingaro Native are reported to be arousing considerable interest about Raglan. In some cases amounting to consternation, more especially among the Maori residents. It is alleged that he relieved a fellow Native of over £8 in cash, together with some jewellery, at Oparau, and information to that effect was given to the police.	[871, 312, 981, 416]
article-paragraph: The W.R.F.U. is arranging a seven-a-side tournament as a preliminary to the opening of the cup matches on April 23. This process there are sixteen teams entered in the senior grade, including one each from the colleges, and eight teams in the fifth grade, making in all twenty-five games to be played. For the opening of the season the principal games are Athletic v. Oriental (at the Athletic Park), Hutt v. Old Boys, Poneke v. Wellington College, St. James v. Southern, Petone v. Wellington, Melrose drawing a bye.	[257, 87, 368, 234]
divider	[46, 1639, 90, 1640]
article-paragraph: After all, said the optimist, you must admit that this is the best world you have ever been in. Yes, replied the pessimist, but, hang it, my wife is the best wife I've ever had, and that's not saying much for her.	[133, 1509, 247, 1570]
section-heading: ATHLETIC SPORTS.	[257, 34, 368, 62]
article-paragraph: Beautiful weather favoured the inaugural meeting of the Tokomaru Athletic Association on Wednesday afternoon at Tokomaru (writes our Shannon correspondent). All the local farmers closed down for the occasion, and there was a large attendance of visitors and competitors from outside the district. The winners of some of the competitions were:— Maiden Race, 100 yards: B. Hopper. 1 Mile Race: W. Hockey. 440 Yards: C. Mahon. Local Race, 75 yards: M. Roy. 120 Yards Handicap: J. Mahon. 220 Yards: C. Hamilton. Long Jump: J. Thompson.	[378, 1509, 491, 1664]
article-paragraph: 100 Yards Handicap.—D. Walden, 1; B. Dixon, 2; P. Dark, 3.	[624, 838, 738, 856]
article-paragraph: The chairman, in moving the adoption of the report, paid a tribute to the work of the Institute. It is difficult, he said, to over-estimate the value of such an institution to the city. The report was adopted.	[624, 1326, 738, 1387]
article-paragraph: The annual meeting of the Manawatu Golf Club was held last evening. There was a large attendance of members, and Mr. H. R. Cooper (president) presided. The annual report and balance-sheet, the main features of which have already been published in The Dominion, were read and adopted.	[501, 1140, 614, 1226]
column-6	[618, 32, 743, 1632]
article-paragraph: That accounts amounting to £6333 7s. be passed for payment.	[748, 311, 861, 329]
article-paragraph: WINTER OATS. One mile.—Waipawa 1, Cuirassier 2, Adage 3. Won by three lengths. Time, 1min. 43 4-5sec.	[13, 1115, 122, 1150]
article-paragraph: The magistrate, in passing sentence, said it was a serious matter. He imposed a fine of £2, with costs, in default fourteen days' imprisonment.	[624, 102, 738, 146]
column-3	[251, 32, 373, 1632]
article-headline: RIFLE SHOOTING.	[637, 149, 725, 159]
article-headline: WELLINGTON RUGBY UNION.	[261, 595, 364, 614]
article-paragraph: Dick Arnst, champion sculler of the world, left to-night by the Moeraki for Sydney, whence, prior to leaving for South Africa he went to Lyttelton, but was much in demand up to the landing race. The Parramatta Hunter came to the wharf to bid him goodbye, and among those present were not a large gathering of rowing enthusiasts on the platform. Mr. Thacker and a number of other friends and supporters of Arnst gave him three very hearty cheers as the train steamed off. Jack Arnst leaves for Sydney next week and accompanies his brother to South Africa as his trainer.	[378, 185, 491, 348]
article-paragraph: DASH TROT.—Rita H., 11sec. 1; Fiction, 12sec. 2; Speed Kilen, 15sec. 3. Eight started. Won easily. Time, 4min. 27 4-5sec.	[13, 1341, 122, 1384]
article-paragraph: The following grounds have been allocated for to-morrow's practice games:— Newtown Park, Wanderers; Basin Reserve, Y.M.C.A., Kelburne, Swifts and Thistle; Duppa Street, Diamonds; No. 1 Miramar, St. John's; No. 2 Miramar, Marist Island; No. 3 Miramar, Hutt; No. 4 Miramar, Waterloo; No. 5 Miramar, Swifts; No. 6 Miramar, Ramblers and Rovers; No. 7 Miramar, Brooklyn; No. 8 Miramar, Brooklyn; No. 9 Miramar, Rangers; No. 10 Miramar, Boys' Institute; No. 11 Miramar, Khandallah.	[257, 1141, 368, 1288]
article-paragraph: The Railways Department notified that arrangements could not be made for the 2.20 p.m. Lambton-Lower Hutt and 5.5 p.m. Lower Hutt-Lambton trains to stop at Wallace's Lane on Saturdays to pick up and set down players.	[257, 694, 368, 763]
article-paragraph: An incident unusual in cricket occurred during the recent Carlton-St. Kilda match at Melbourne. While Jones was in and Matthews bowling, Pettigrew, the St. Kilda captain, came right forward to silly point, close to the bat. Jones objected that the fieldsman's position interfered with his play, which is generally recognised to be one of the reasons for which fieldsmen can be ordered back. On appeal to the umpires, the umpires agreed that the fieldsman was within his rights.	[378, 482, 491, 620]
article-headline: WOODVILLE SPORTS.	[630, 679, 732, 689]
article-headline: SOUTHLAND RACES.	[18, 681, 117, 690]
article-paragraph: Mr. Stuart Richardson, M.I.M.E., engineer and manager of the City Electric Light Department, reported that the revenue of the Electric Lighting Department for the month of February, 1910, amounted to £3485, an increase of £1041 on the total for the corresponding month in the previous year. The working expenses for the same period amounted to £1599, or £60 more than in 1909.	[871, 1097, 981, 1209]
